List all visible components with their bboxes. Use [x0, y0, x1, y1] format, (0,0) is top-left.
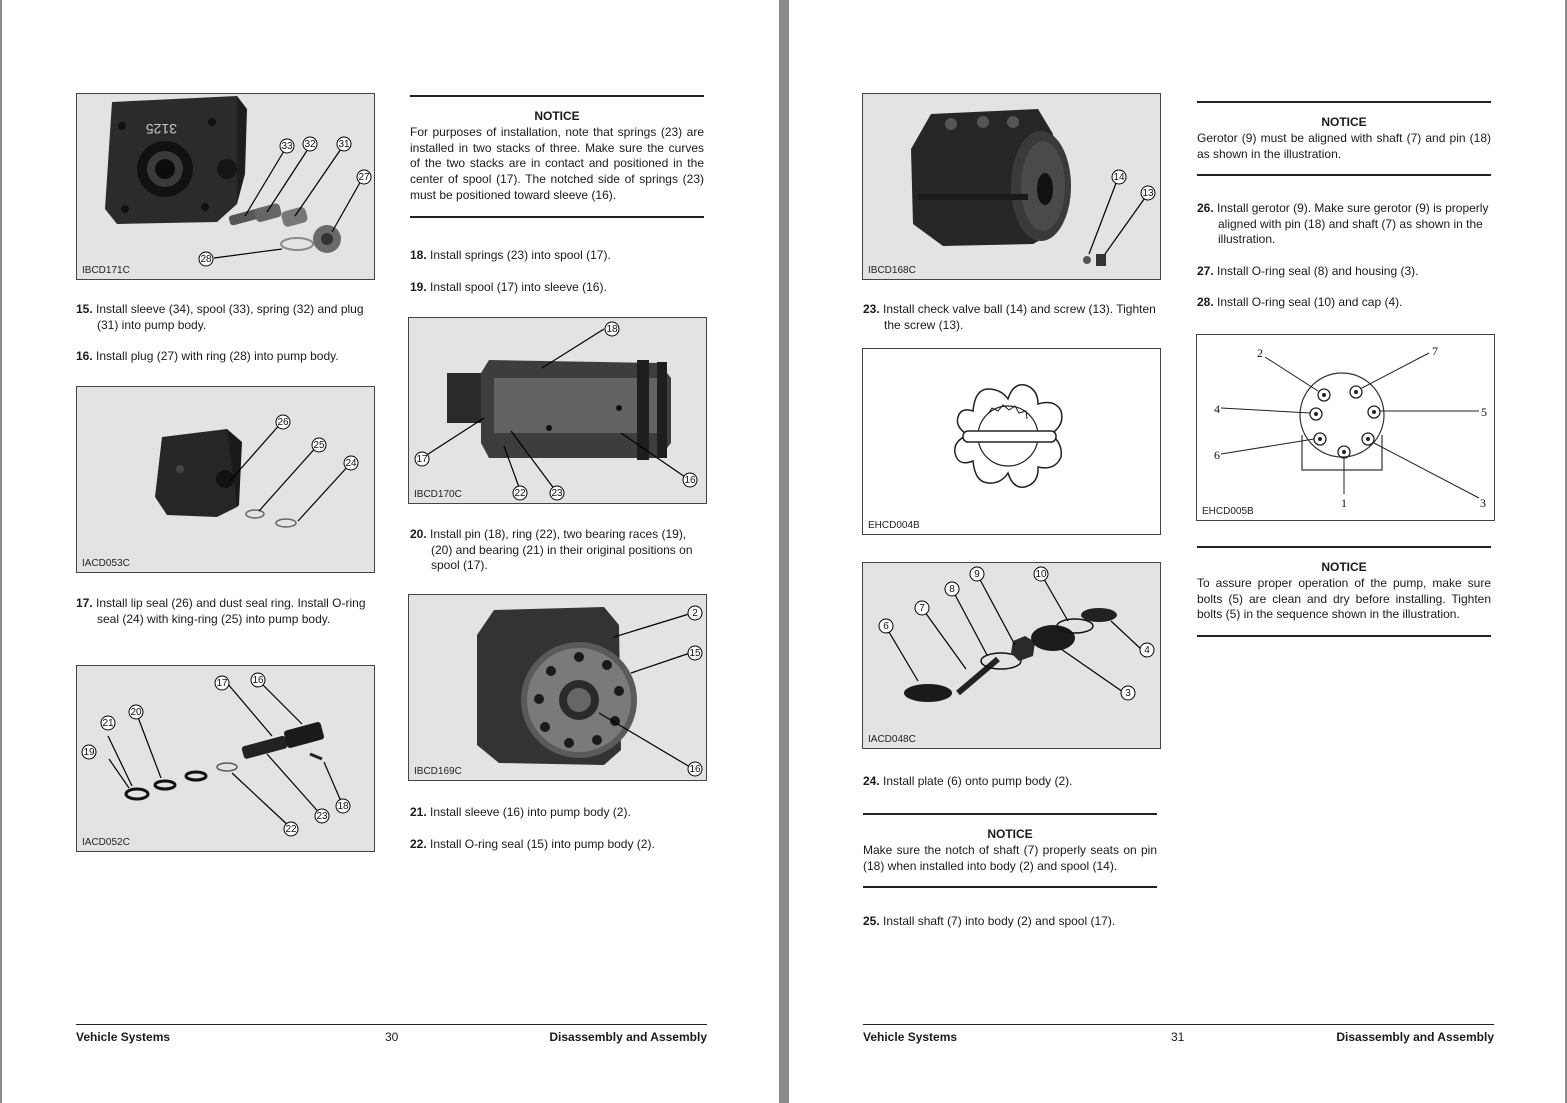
svg-text:18: 18	[337, 801, 349, 812]
step-text: Install spool (17) into sleeve (16).	[430, 280, 607, 294]
bolt-label-3: 3	[1480, 496, 1486, 510]
figure-pump-body-plugs	[76, 93, 375, 280]
step-number: 19.	[410, 280, 427, 294]
svg-text:8: 8	[949, 584, 955, 595]
bolt-label-2: 2	[1257, 346, 1263, 360]
step-text: Install sleeve (16) into pump body (2).	[430, 805, 631, 819]
bolt-sequence-drawing	[1197, 335, 1494, 520]
callout-23	[550, 486, 564, 500]
notice-body: Make sure the notch of shaft (7) properly seats on pin (18) when installed into body (2) and spool (14).	[863, 842, 1157, 873]
notice-springs	[410, 95, 704, 218]
svg-text:22: 22	[514, 488, 526, 499]
callout-28	[199, 252, 213, 266]
check-valve-illustration	[863, 94, 1160, 279]
step-20	[410, 527, 708, 574]
step-text: Install plug (27) with ring (28) into pump body.	[96, 349, 339, 363]
step-number: 16.	[76, 349, 93, 363]
left-page	[2, 0, 779, 1103]
step-18	[410, 248, 708, 264]
notice-gerotor	[1197, 101, 1491, 176]
step-text: Install O-ring seal (10) and cap (4).	[1217, 295, 1403, 309]
callout-16	[688, 762, 702, 776]
page-footer	[76, 1024, 707, 1049]
svg-text:10: 10	[1035, 569, 1047, 580]
svg-text:17: 17	[216, 678, 228, 689]
svg-text:9: 9	[974, 569, 980, 580]
svg-text:7: 7	[919, 603, 925, 614]
svg-text:23: 23	[551, 488, 563, 499]
svg-text:26: 26	[277, 417, 289, 428]
callout-8	[945, 582, 959, 596]
callout-3	[1121, 686, 1135, 700]
step-28	[1197, 295, 1497, 311]
callout-24	[344, 456, 358, 470]
spool-sleeve-illustration	[409, 318, 706, 503]
step-26	[1197, 201, 1497, 248]
callout-9	[970, 567, 984, 581]
callout-33	[280, 139, 294, 153]
page-number: 31	[1171, 1030, 1185, 1044]
step-text: Install springs (23) into spool (17).	[430, 248, 611, 262]
figure-bolt-sequence	[1196, 334, 1495, 521]
step-text: Install shaft (7) into body (2) and spool (17).	[883, 914, 1116, 928]
callout-19	[82, 745, 96, 759]
figure-spool-sleeve	[408, 317, 707, 504]
step-number: 18.	[410, 248, 427, 262]
svg-text:32: 32	[304, 139, 316, 150]
svg-text:13: 13	[1142, 188, 1154, 199]
callout-17	[215, 676, 229, 690]
svg-text:25: 25	[313, 440, 325, 451]
callout-18	[605, 322, 619, 336]
callout-23	[315, 809, 329, 823]
step-text: Install gerotor (9). Make sure gerotor (9) is properly aligned with pin (18) and shaft (7) as shown in the illustration.	[1217, 201, 1489, 247]
pump-body-seals-illustration	[77, 387, 374, 572]
callout-7	[915, 601, 929, 615]
svg-text:4: 4	[1144, 645, 1150, 656]
svg-text:14: 14	[1113, 172, 1125, 183]
page-footer	[863, 1024, 1494, 1049]
bolt-label-6: 6	[1214, 448, 1220, 462]
step-text: Install check valve ball (14) and screw (13). Tighten the screw (13).	[883, 302, 1156, 332]
svg-text:3: 3	[1125, 688, 1131, 699]
notice-title: NOTICE	[1321, 560, 1367, 574]
svg-text:31: 31	[338, 139, 350, 150]
step-text: Install pin (18), ring (22), two bearing races (19), (20) and bearing (21) in their original positions on spool (17).	[430, 527, 693, 573]
callout-31	[337, 137, 351, 151]
figure-gerotor-parts	[862, 562, 1161, 749]
notice-body: Gerotor (9) must be aligned with shaft (7) and pin (18) as shown in the illustration.	[1197, 130, 1491, 161]
svg-text:6: 6	[883, 621, 889, 632]
step-text: Install sleeve (34), spool (33), spring (32) and plug (31) into pump body.	[96, 302, 364, 332]
notice-body: For purposes of installation, note that springs (23) are installed in two stacks of three. Make sure the curves of the two stacks are in contact and positioned in the center of spool (17). The notched side of springs (23) must be positioned toward sleeve (16).	[410, 124, 704, 202]
step-number: 27.	[1197, 264, 1214, 278]
step-19	[410, 280, 708, 296]
bolt-label-7: 7	[1432, 344, 1438, 358]
svg-text:28: 28	[200, 254, 212, 265]
callout-16	[251, 673, 265, 687]
step-text: Install O-ring seal (15) into pump body (2).	[430, 837, 655, 851]
callout-6	[879, 619, 893, 633]
svg-text:23: 23	[316, 811, 328, 822]
svg-text:15: 15	[689, 648, 701, 659]
callout-26	[276, 415, 290, 429]
step-number: 25.	[863, 914, 880, 928]
svg-text:19: 19	[83, 747, 95, 758]
pump-body-illustration	[77, 94, 374, 279]
notice-bolts	[1197, 546, 1491, 637]
step-24	[863, 774, 1163, 790]
callout-16	[683, 473, 697, 487]
pump-body-face-illustration	[409, 595, 706, 780]
step-text: Install plate (6) onto pump body (2).	[883, 774, 1073, 788]
svg-text:24: 24	[345, 458, 357, 469]
callout-25	[312, 438, 326, 452]
callout-32	[303, 137, 317, 151]
svg-text:20: 20	[130, 707, 142, 718]
step-number: 21.	[410, 805, 427, 819]
svg-text:2: 2	[692, 608, 698, 619]
figure-id: IBCD170C	[414, 489, 462, 500]
svg-text:16: 16	[252, 675, 264, 686]
callout-17	[415, 452, 429, 466]
step-15	[76, 302, 376, 333]
page-number: 30	[385, 1030, 399, 1044]
svg-text:16: 16	[684, 475, 696, 486]
step-17	[76, 596, 376, 627]
figure-id: EHCD005B	[1202, 506, 1254, 517]
step-27	[1197, 264, 1497, 280]
callout-22	[284, 822, 298, 836]
step-23	[863, 302, 1163, 333]
body-stamp: 3125	[145, 121, 177, 137]
notice-title: NOTICE	[987, 827, 1033, 841]
svg-text:27: 27	[358, 172, 370, 183]
gerotor-parts-illustration	[863, 563, 1160, 748]
step-21	[410, 805, 708, 821]
footer-section: Vehicle Systems	[863, 1030, 958, 1044]
footer-chapter: Disassembly and Assembly	[549, 1030, 707, 1044]
step-text: Install O-ring seal (8) and housing (3).	[1217, 264, 1419, 278]
step-22	[410, 837, 708, 853]
callout-22	[513, 486, 527, 500]
gerotor-alignment-drawing	[863, 349, 1160, 534]
svg-text:33: 33	[281, 141, 293, 152]
callout-10	[1034, 567, 1048, 581]
step-number: 22.	[410, 837, 427, 851]
bolt-label-1: 1	[1341, 496, 1347, 510]
footer-section: Vehicle Systems	[76, 1030, 171, 1044]
figure-id: IBCD169C	[414, 766, 462, 777]
figure-pump-body-sleeve	[408, 594, 707, 781]
callout-27	[357, 170, 371, 184]
svg-text:18: 18	[606, 324, 618, 335]
callout-20	[129, 705, 143, 719]
notice-body: To assure proper operation of the pump, make sure bolts (5) are clean and dry before installing. Tighten bolts (5) in the sequence shown in the illustration.	[1197, 575, 1491, 622]
figure-check-valve	[862, 93, 1161, 280]
notice-title: NOTICE	[1321, 115, 1367, 129]
svg-text:21: 21	[102, 718, 114, 729]
step-number: 26.	[1197, 201, 1214, 215]
figure-id: IBCD171C	[82, 265, 130, 276]
callout-4	[1140, 643, 1154, 657]
figure-id: IBCD168C	[868, 265, 916, 276]
bolt-label-4: 4	[1214, 402, 1220, 416]
step-number: 15.	[76, 302, 93, 316]
svg-text:22: 22	[285, 824, 297, 835]
figure-spool-parts	[76, 665, 375, 852]
step-16	[76, 349, 376, 365]
figure-id: IACD052C	[82, 837, 130, 848]
callout-15	[688, 646, 702, 660]
notice-shaft-notch	[863, 813, 1157, 888]
step-number: 20.	[410, 527, 427, 541]
callout-2	[688, 606, 702, 620]
step-number: 28.	[1197, 295, 1214, 309]
step-25	[863, 914, 1163, 930]
figure-lip-seal	[76, 386, 375, 573]
figure-id: EHCD004B	[868, 520, 920, 531]
right-page	[789, 0, 1565, 1103]
svg-text:16: 16	[689, 764, 701, 775]
callout-18	[336, 799, 350, 813]
callout-21	[101, 716, 115, 730]
callout-14	[1112, 170, 1126, 184]
step-number: 24.	[863, 774, 880, 788]
figure-id: IACD048C	[868, 734, 916, 745]
footer-chapter: Disassembly and Assembly	[1336, 1030, 1494, 1044]
step-number: 23.	[863, 302, 880, 316]
step-text: Install lip seal (26) and dust seal ring. Install O-ring seal (24) with king-ring (25) into pump body.	[96, 596, 366, 626]
notice-title: NOTICE	[534, 109, 580, 123]
svg-text:17: 17	[416, 454, 428, 465]
step-number: 17.	[76, 596, 93, 610]
figure-id: IACD053C	[82, 558, 130, 569]
bolt-label-5: 5	[1481, 405, 1487, 419]
callout-13	[1141, 186, 1155, 200]
figure-gerotor-alignment	[862, 348, 1161, 535]
spool-parts-illustration	[77, 666, 374, 851]
